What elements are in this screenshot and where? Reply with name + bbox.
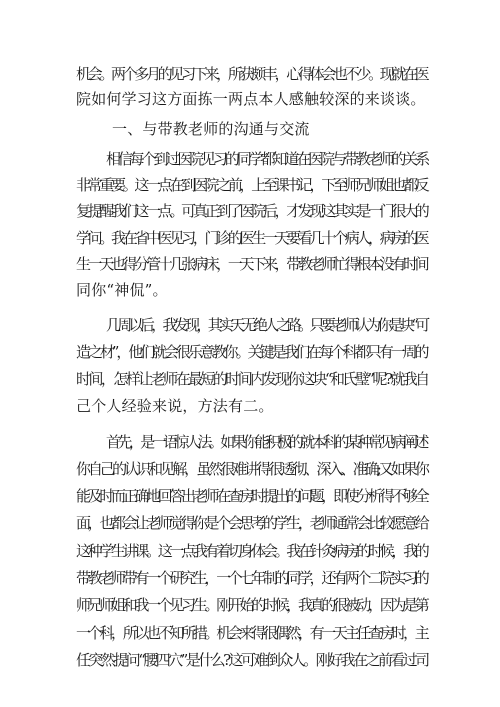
text-line: 己个人经验来说，方法有二。 <box>76 397 274 415</box>
text-line: 相信每个到过医院见习的同学都知道在医院与带教老师的关系 <box>106 150 428 168</box>
text-line: 同你“神侃”。 <box>76 281 168 299</box>
text-line: 学问。我在省中医见习，门诊的医生一天要看几十个病人，病房的医 <box>76 229 427 247</box>
text-line: 这种学生讲课。这一点我有着切身体会。我在针灸病房的时候，我的 <box>76 542 427 560</box>
text-line: 带教老师带有一个研究生，一个七年制的同学，还有两个二院实习的 <box>76 569 427 587</box>
text-line: 几周以后，我发现，其实天无绝人之路。只要老师认为你是块“可 <box>106 316 427 334</box>
text-line: 首先，是一语惊人法。如果你能积极的就本科的某种常见病阐述 <box>106 433 426 451</box>
text-line: 生一天也得分管十几张病床，一天下来，带教老师忙得根本没有时间 <box>76 255 427 273</box>
text-line: 师兄师姐和我一个见习生。刚开始的时候，我真的很被动，因为是第 <box>76 596 427 614</box>
text-line: 面，也都会让老师觉得你是个会思考的学生，老师通常会比较愿意给 <box>76 514 427 532</box>
text-line: 能及时而正确地回答出老师在查房时提出的问题，即使分析得不够全 <box>76 487 427 505</box>
section-heading: 一、与带教老师的沟通与交流 <box>112 120 310 138</box>
text-line: 任突然提问“腰四穴”是什么?这可难倒众人。刚好我在之前看过司 <box>76 651 428 669</box>
text-line: 时间，怎样让老师在最短的时间内发现你这块“和氏璧”呢?就我自 <box>76 370 428 388</box>
text-line: 机会。两个多月的见习下来，所获颇丰，心得体会也不少。现就在医 <box>76 65 427 83</box>
text-line: 你自己的认识和见解，虽然很难讲得很透彻、深入、准确;又如果你 <box>76 460 427 478</box>
text-line: 一个科，所以也不知所措。机会来得很偶然，有一天主任查房时，主 <box>76 624 427 642</box>
text-line: 院如何学习这方面拣一两点本人感触较深的来谈谈。 <box>76 90 426 108</box>
text-line: 造之材”，他们就会很乐意教你。关键是我们在每个科都只有一周的 <box>76 343 427 361</box>
text-line: 复提醒我们这一点。可真正到了医院后，才发现这其实是一门很大的 <box>76 202 427 220</box>
text-line: 非常重要。这一点在到医院之前，上至课书记，下至师兄师姐也都反 <box>76 176 427 194</box>
